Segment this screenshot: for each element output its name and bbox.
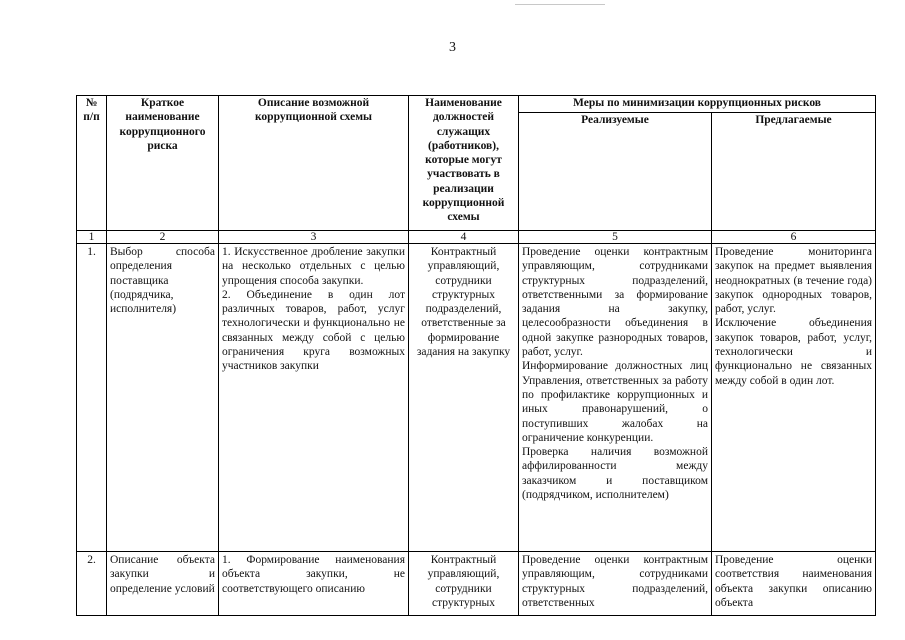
scheme-item: 2. Объединение в один лот различных товаров, работ, услуг технологически и функционально не связанных между собой с целью ограничения круга возможных участников закупки xyxy=(222,288,405,373)
risk-cell: Описание объекта закупки и определение условий xyxy=(107,552,219,616)
measure-item: Информирование должностных лиц Управления, ответственных за работу по профилактике коррупционных и иных правонарушений, о поступивших жалобах на ограничение конкуренции. xyxy=(522,360,708,444)
measure-item: Проведение оценки контрактным управляющим, сотрудниками структурных подразделений, ответственными за формирование задания на закупку, целесообразности объединения в одной закупке разнородных товаров, работ, услуг. xyxy=(522,246,708,359)
proposed-cell xyxy=(712,244,876,552)
scheme-cell: 1. Формирование наименования объекта закупки, не соответствующего описанию xyxy=(219,552,409,616)
header-proposed: Предлагаемые xyxy=(712,113,876,231)
corruption-risk-table xyxy=(76,95,876,616)
page-number: 3 xyxy=(449,40,456,55)
scheme-item: 1. Искусственное дробление закупки на несколько отдельных с целью упрощения способа закупки. xyxy=(222,246,405,287)
positions-cell: Контрактный управляющий, сотрудники структурных xyxy=(409,552,519,616)
col-number: 4 xyxy=(409,231,519,244)
column-number-row xyxy=(77,231,876,244)
col-number: 1 xyxy=(77,231,107,244)
header-implemented: Реализуемые xyxy=(519,113,712,231)
table-row xyxy=(77,244,876,552)
row-number: 2. xyxy=(77,552,107,616)
measure-item: Исключение объединения закупок товаров, работ, услуг, технологически и функционально не связанных между собой в один лот. xyxy=(715,317,873,387)
table-row xyxy=(77,552,876,616)
scheme-cell xyxy=(219,244,409,552)
measure-item: Проверка наличия возможной аффилированности между заказчиком и поставщиком (подрядчиком, исполнителем) xyxy=(522,446,708,502)
header-positions: Наименование должностей служащих (работников), которые могут участвовать в реализации коррупционной схемы xyxy=(409,96,519,231)
row-number: 1. xyxy=(77,244,107,552)
measure-item: Проведение мониторинга закупок на предмет выявления неоднократных (в течение года) закупок однородных товаров, работ, услуг. xyxy=(715,246,873,316)
risk-cell: Выбор способа определения поставщика (подрядчика, исполнителя) xyxy=(107,244,219,552)
col-number: 3 xyxy=(219,231,409,244)
header-risk: Краткое наименование коррупционного риска xyxy=(107,96,219,231)
implemented-cell xyxy=(519,244,712,552)
col-number: 5 xyxy=(519,231,712,244)
positions-cell: Контрактный управляющий, сотрудники структурных подразделений, ответственные за формирование задания на закупку xyxy=(409,244,519,552)
header-row-1 xyxy=(77,96,876,113)
header-scheme: Описание возможной коррупционной схемы xyxy=(219,96,409,231)
implemented-cell: Проведение оценки контрактным управляющим, сотрудниками структурных подразделений, ответственных xyxy=(519,552,712,616)
proposed-cell: Проведение оценки соответствия наименования объекта закупки описанию объекта xyxy=(712,552,876,616)
col-number: 6 xyxy=(712,231,876,244)
header-measures: Меры по минимизации коррупционных рисков xyxy=(519,96,876,113)
col-number: 2 xyxy=(107,231,219,244)
top-rule xyxy=(515,4,605,5)
header-num: № п/п xyxy=(77,96,107,231)
